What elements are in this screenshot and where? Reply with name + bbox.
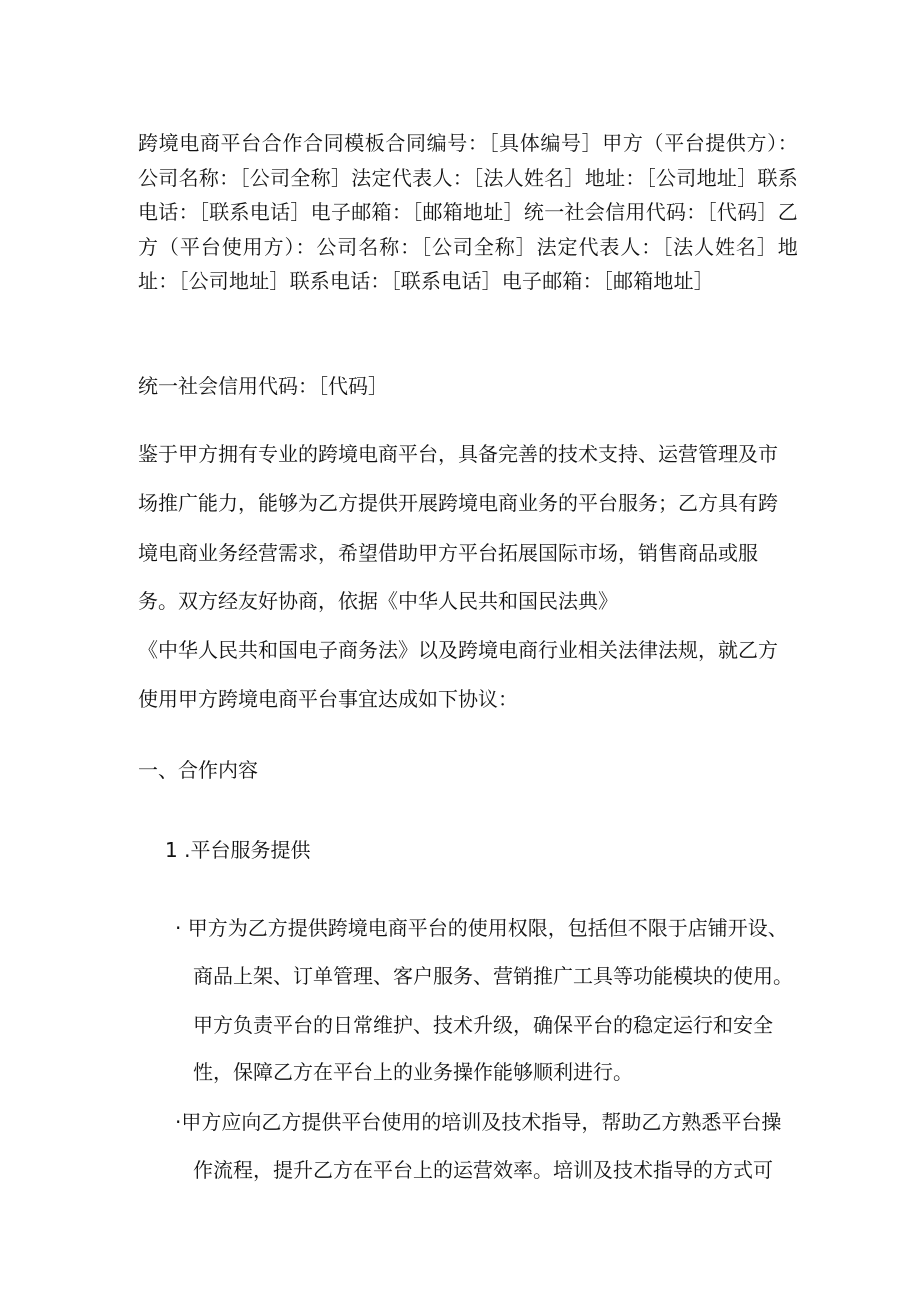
- bullet-item-line: 甲方负责平台的日常维护、技术升级，确保平台的稳定运行和安全: [193, 1013, 773, 1037]
- bullet-item-line: 性，保障乙方在平台上的业务操作能够顺利进行。: [193, 1060, 633, 1084]
- bullet-item-line: · 甲方为乙方提供跨境电商平台的使用权限，包括但不限于店铺开设、: [175, 916, 788, 940]
- section-heading: 一、合作内容: [138, 758, 258, 782]
- bullet-item-line: 商品上架、订单管理、客户服务、营销推广工具等功能模块的使用。: [193, 964, 793, 988]
- subsection-heading: 1 .平台服务提供: [165, 838, 311, 862]
- preamble-line: 使用甲方跨境电商平台事宜达成如下协议：: [138, 687, 518, 711]
- bullet-item-line: ·甲方应向乙方提供平台使用的培训及技术指导，帮助乙方熟悉平台操: [175, 1110, 782, 1134]
- preamble-line: 场推广能力，能够为乙方提供开展跨境电商业务的平台服务；乙方具有跨: [138, 491, 778, 515]
- contract-header-paragraph: 跨境电商平台合作合同模板合同编号：［具体编号］甲方（平台提供方）：公司名称：［公司全称］法定代表人：［法人姓名］地址：［公司地址］联系电话：［联系电话］电子邮箱：［邮箱地址］统一社会信用代码：［代码］乙方（平台使用方）：公司名称：［公司全称］法定代表人：［法人姓名］地址：［公司地址］联系电话：［联系电话］电子邮箱：［邮箱地址］: [138, 131, 798, 293]
- bullet-item-line: 作流程，提升乙方在平台上的运营效率。培训及技术指导的方式可: [193, 1158, 773, 1182]
- preamble-line: 《中华人民共和国电子商务法》以及跨境电商行业相关法律法规，就乙方: [138, 638, 778, 662]
- preamble-line: 务。双方经友好协商，依据《中华人民共和国民法典》: [138, 589, 618, 613]
- preamble-line: 境电商业务经营需求，希望借助甲方平台拓展国际市场，销售商品或服: [138, 541, 758, 565]
- preamble-line: 鉴于甲方拥有专业的跨境电商平台，具备完善的技术支持、运营管理及市: [138, 442, 778, 466]
- credit-code-line: 统一社会信用代码：［代码］: [138, 374, 388, 398]
